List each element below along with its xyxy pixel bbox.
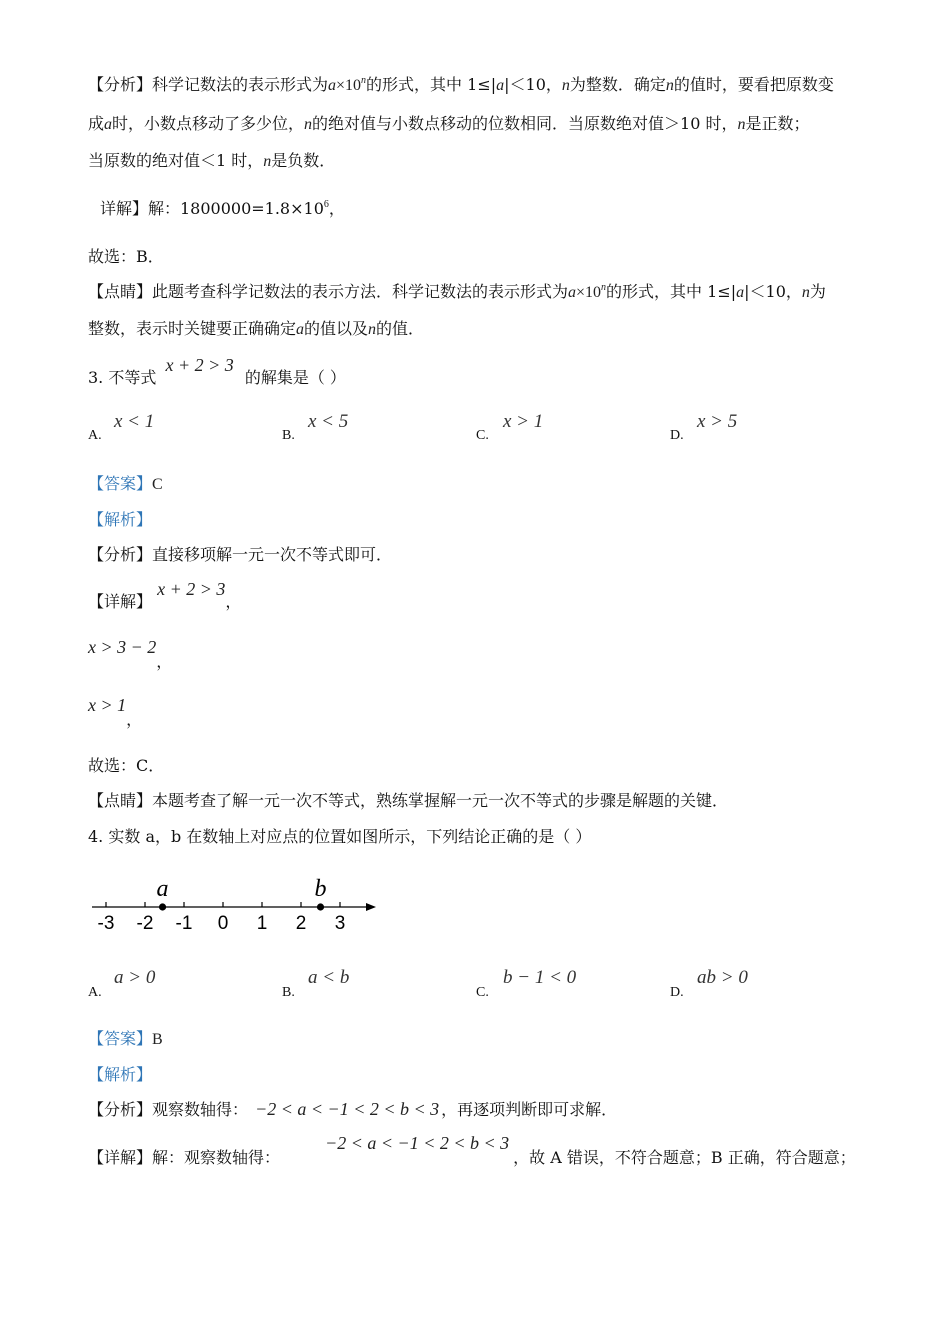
q3-option-a-expr: x < 1	[114, 411, 155, 432]
q3-option-b-expr: x < 5	[308, 411, 349, 432]
q3-fenxi: 【分析】直接移项解一元一次不等式即可．	[88, 545, 393, 564]
point-a	[159, 903, 166, 910]
tick-label: 0	[217, 913, 229, 934]
q3-inequality: x + 2 > 3	[165, 355, 234, 375]
q4-option-b-label[interactable]: B.	[282, 985, 295, 1000]
q3-option-d-expr: x > 5	[697, 411, 738, 432]
q4-option-b-expr: a < b	[308, 967, 350, 988]
tick-label: -1	[175, 913, 193, 934]
q4-option-d-label[interactable]: D.	[670, 985, 684, 1000]
q3-option-c-expr: x > 1	[503, 411, 544, 432]
q3-analysis-tag: 【解析】	[88, 510, 153, 529]
q3-step-2: x > 3 − 2，	[88, 637, 173, 671]
q3-detail: 【详解】 x + 2 > 3，	[88, 579, 242, 611]
q3-choose: 故选：C．	[88, 756, 165, 775]
point-b-label: b	[314, 876, 327, 902]
point-b	[317, 903, 324, 910]
q4-option-a-label[interactable]: A.	[88, 985, 102, 1000]
q3-option-a-label[interactable]: A.	[88, 428, 102, 443]
q4-answer: 【答案】B	[88, 1029, 163, 1048]
q3-answer: 【答案】C	[88, 474, 163, 493]
q3-option-c-label[interactable]: C.	[476, 428, 489, 443]
number-line	[86, 868, 386, 938]
q4-analysis-tag: 【解析】	[88, 1065, 153, 1084]
point-a-label: a	[156, 876, 169, 902]
comment-line-1: 【点睛】此题考查科学记数法的表示方法．科学记数法的表示形式为$a\times 10^n$的形式，其中 1≤|a|＜10，n为	[88, 282, 826, 301]
detail-line: 详解】解：$1800000=1.8\times 10^6$，	[100, 199, 345, 218]
analysis-line-3: 当原数的绝对值＜1 时，n是负数．	[88, 151, 336, 170]
tick-label: 2	[295, 913, 307, 934]
analysis-line-1: 【分析】科学记数法的表示形式为$a\times 10^n$的形式，其中 1≤|a|＜10，n为整数．确定n的值时，要看把原数变	[88, 75, 834, 94]
q4-fenxi: 【分析】观察数轴得： −2 < a < −1 < 2 < b < 3 ，再逐项判断即可求解．	[88, 1099, 618, 1119]
tick-label: -3	[97, 913, 115, 934]
q3-option-b-label[interactable]: B.	[282, 428, 295, 443]
q3-option-d-label[interactable]: D.	[670, 428, 684, 443]
q4-option-d-expr: ab > 0	[697, 967, 748, 988]
q3-comment: 【点睛】本题考查了解一元一次不等式，熟练掌握解一元一次不等式的步骤是解题的关键．	[88, 791, 729, 810]
q3-step-3: x > 1，	[88, 695, 143, 729]
q4-option-a-expr: a > 0	[114, 967, 156, 988]
number-line-arrow	[366, 903, 376, 911]
q4-option-c-label[interactable]: C.	[476, 985, 489, 1000]
tick-label: -2	[136, 913, 154, 934]
q4-stem: 4. 实数 a，b 在数轴上对应点的位置如图所示，下列结论正确的是（ ）	[88, 827, 592, 846]
tick-label: 3	[334, 913, 346, 934]
comment-line-2: 整数，表示时关键要正确确定a的值以及n的值．	[88, 319, 425, 338]
tick-label: 1	[256, 913, 268, 934]
analysis-line-2: 成a时，小数点移动了多少位，n的绝对值与小数点移动的位数相同．当原数绝对值＞10 时，n是正数；	[88, 114, 810, 133]
q4-detail: 【详解】解：观察数轴得： −2 < a < −1 < 2 < b < 3，故 A 错误，不符合题意；B 正确，符合题意；	[88, 1133, 856, 1167]
q4-option-c-expr: b − 1 < 0	[503, 967, 577, 988]
q3-stem: 3. 不等式 x + 2 > 3 的解集是（ ）	[88, 355, 346, 387]
choose-line-b: 故选：B．	[88, 247, 164, 266]
